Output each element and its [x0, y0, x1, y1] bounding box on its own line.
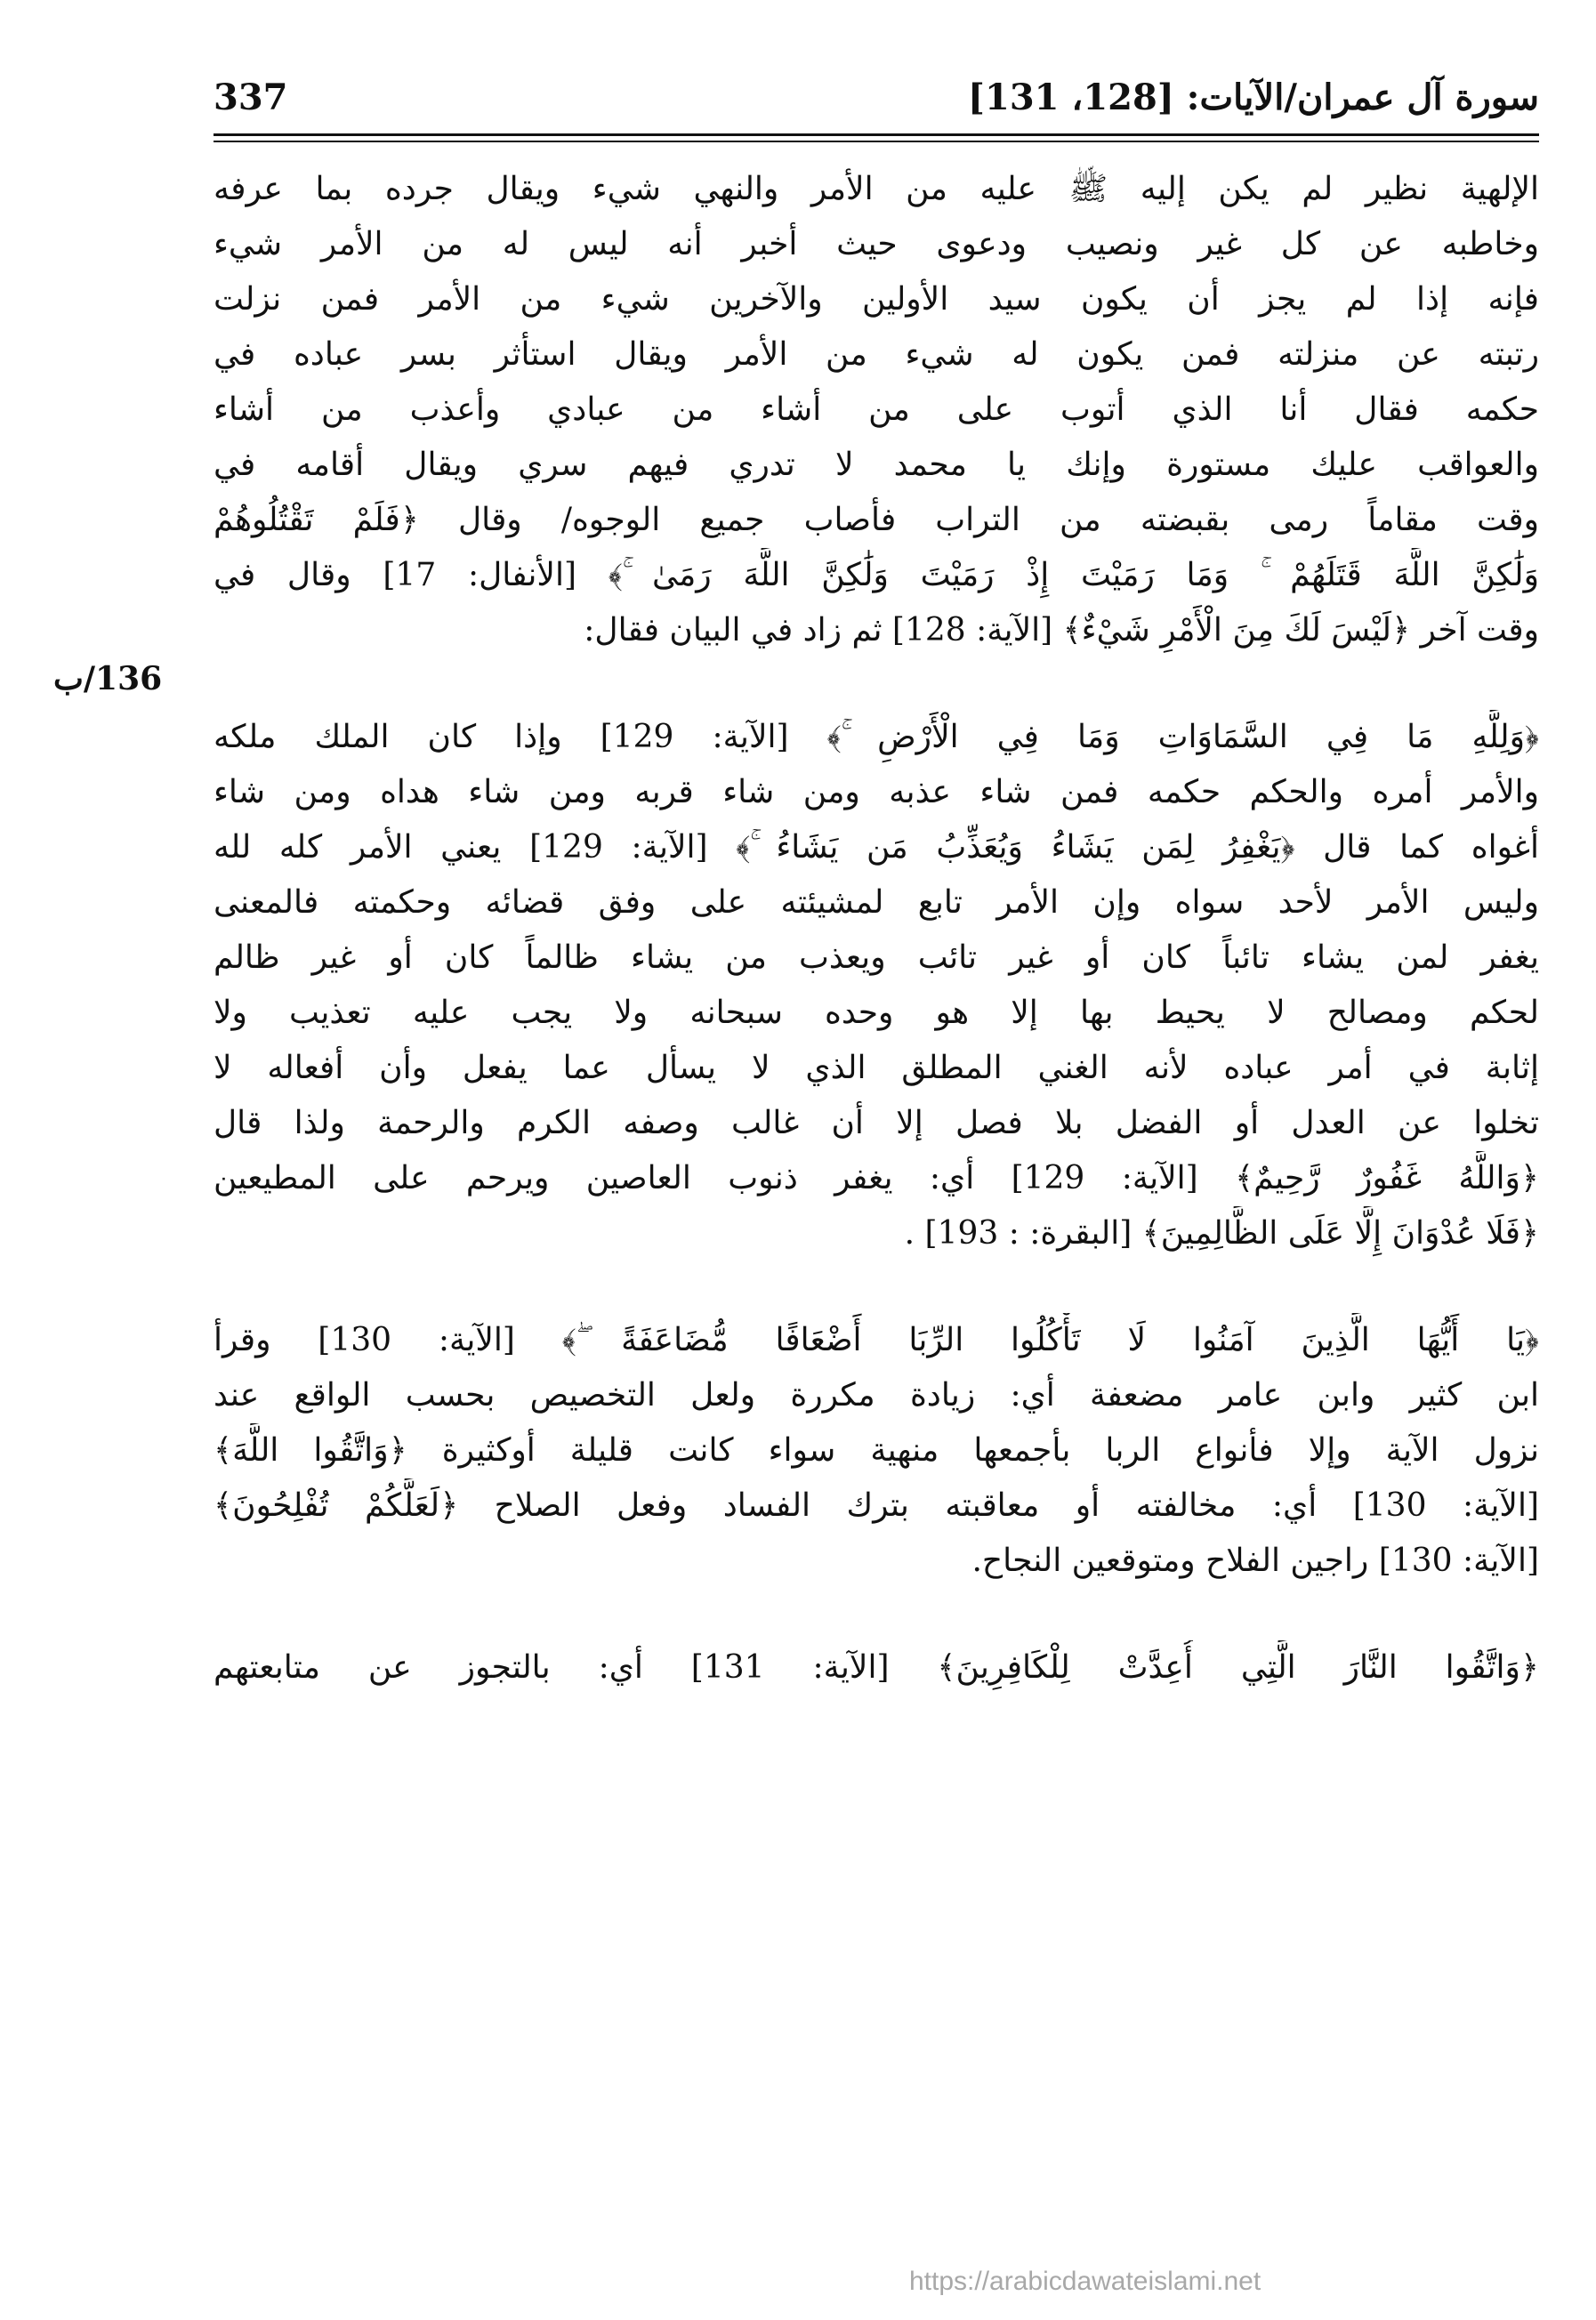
- paragraph: [214, 162, 1539, 658]
- paragraph: [214, 1640, 1539, 1696]
- page-header: [214, 73, 1539, 132]
- header-rule-thin: [214, 141, 1539, 142]
- header-rule-thick: [214, 133, 1539, 136]
- text-line: لحكم ومصالح لا يحيط بها إلا هو وحده سبحانه ولا يجب عليه تعذيب ولا: [214, 995, 1539, 1031]
- text-line: ﴿يَا أَيُّهَا الَّذِينَ آمَنُوا لَا تَأْكُلُوا الرِّبَا أَضْعَافًا مُّضَاعَفَةً ۖ﴾ [الآية: 130] وقرأ: [214, 1322, 1539, 1358]
- paragraph-gap: [214, 1589, 1539, 1640]
- text-line: أغواه كما قال ﴿يَغْفِرُ لِمَن يَشَاءُ وَيُعَذِّبُ مَن يَشَاءُ ۚ﴾ [الآية: 129] يعني الأمر كله لله: [214, 829, 1539, 866]
- text-line: وَلَٰكِنَّ اللَّهَ قَتَلَهُمْ ۚ وَمَا رَمَيْتَ إِذْ رَمَيْتَ وَلَٰكِنَّ اللَّهَ رَمَىٰ ۚ﴾ [الأنفال: 17] وقال في: [214, 557, 1539, 593]
- text-line: رتبته عن منزلته فمن يكون له شيء من الأمر ويقال استأثر بسر عباده في: [214, 336, 1539, 373]
- text-line: وقت آخر ﴿لَيْسَ لَكَ مِنَ الْأَمْرِ شَيْءٌ﴾ [الآية: 128] ثم زاد في البيان فقال:: [584, 612, 1539, 648]
- text-line: [الآية: 130] أي: مخالفته أو معاقبته بترك الفساد وفعل الصلاح ﴿لَعَلَّكُمْ تُفْلِحُونَ﴾: [214, 1487, 1539, 1524]
- margin-note: 136/ب: [53, 660, 163, 697]
- main-text: [214, 162, 1539, 1696]
- text-line: نزول الآية وإلا فأنواع الربا بأجمعها منهية سواء كانت قليلة أوكثيرة ﴿وَاتَّقُوا اللَّهَ﴾: [214, 1432, 1539, 1469]
- paragraph: [214, 1313, 1539, 1589]
- text-line: ﴿وَلِلَّهِ مَا فِي السَّمَاوَاتِ وَمَا فِي الْأَرْضِ ۚ﴾ [الآية: 129] وإذا كان الملك ملكه: [214, 719, 1539, 755]
- text-line: وقت مقاماً رمى بقبضته من التراب فأصاب جميع الوجوه/ وقال ﴿فَلَمْ تَقْتُلُوهُمْ: [214, 502, 1539, 538]
- text-line: ﴿وَاتَّقُوا النَّارَ الَّتِي أُعِدَّتْ لِلْكَافِرِينَ﴾ [الآية: 131] أي: بالتجوز عن متابعتهم: [214, 1649, 1539, 1686]
- page-number: 337: [214, 77, 288, 118]
- text-line: والأمر أمره والحكم حكمه فمن شاء عذبه ومن شاء قربه ومن شاء هداه ومن شاء: [214, 774, 1539, 810]
- text-line: ﴿فَلَا عُدْوَانَ إِلَّا عَلَى الظَّالِمِينَ﴾ [البقرة: : 193] .: [904, 1215, 1539, 1252]
- paragraph: [214, 710, 1539, 1261]
- text-line: فإنه إذا لم يجز أن يكون سيد الأولين والآخرين شيء من الأمر فمن نزلت: [214, 281, 1539, 318]
- text-line: وخاطبه عن كل غير ونصيب ودعوى حيث أخبر أنه ليس له من الأمر شيء: [214, 226, 1539, 262]
- watermark-url: https://arabicdawateislami.net: [909, 2267, 1261, 2296]
- text-line: حكمه فقال أنا الذي أتوب على من أشاء من عبادي وأعذب من أشاء: [214, 391, 1539, 428]
- paragraph-gap: [214, 658, 1539, 710]
- text-line: ابن كثير وابن عامر مضعفة أي: زيادة مكررة ولعل التخصيص بحسب الواقع عند: [214, 1377, 1539, 1414]
- text-line: إثابة في أمر عباده لأنه الغني المطلق الذي لا يسأل عما يفعل وأن أفعاله لا: [214, 1050, 1539, 1086]
- text-line: [الآية: 130] راجين الفلاح ومتوقعين النجاح.: [971, 1543, 1539, 1579]
- text-line: وليس الأمر لأحد سواه وإن الأمر تابع لمشيئته على وفق قضائه وحكمته فالمعنى: [214, 884, 1539, 921]
- paragraph-gap: [214, 1261, 1539, 1313]
- text-line: يغفر لمن يشاء تائباً كان أو غير تائب ويعذب من يشاء ظالماً كان أو غير ظالم: [214, 939, 1539, 976]
- running-title: سورة آل عمران/الآيات: [128، 131]: [968, 77, 1539, 118]
- text-line: تخلوا عن العدل أو الفضل بلا فصل إلا أن غالب وصفه الكرم والرحمة ولذا قال: [214, 1105, 1539, 1141]
- text-line: الإلهية نظير لم يكن إليه ﷺ عليه من الأمر والنهي شيء ويقال جرده بما عرفه: [214, 171, 1539, 207]
- text-line: ﴿وَاللَّهُ غَفُورٌ رَّحِيمٌ﴾ [الآية: 129] أي: يغفر ذنوب العاصين ويرحم على المطيعين: [214, 1160, 1539, 1196]
- text-line: والعواقب عليك مستورة وإنك يا محمد لا تدري فيهم سري ويقال أقامه في: [214, 447, 1539, 483]
